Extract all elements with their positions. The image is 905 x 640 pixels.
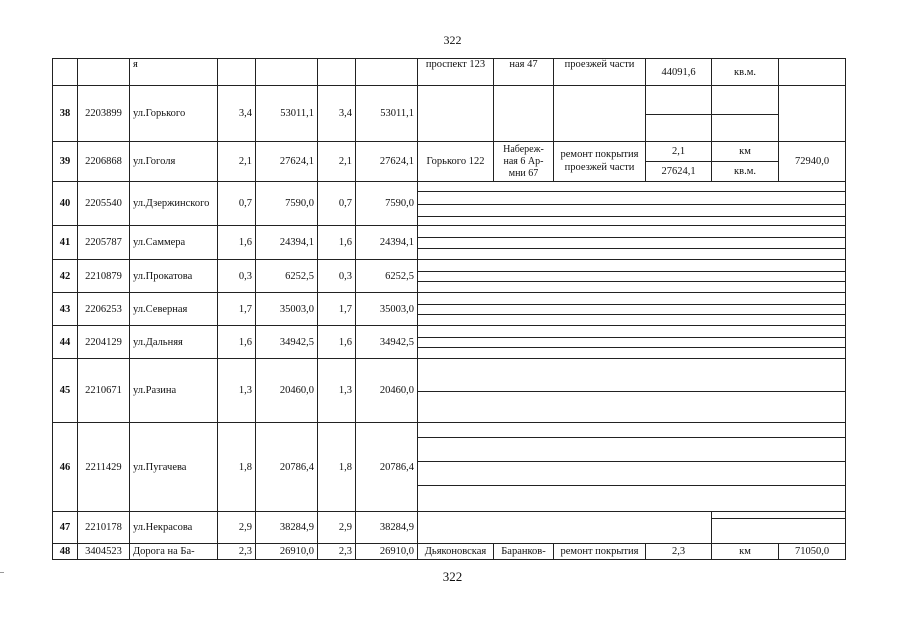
cell-area1: 20460,0 <box>256 359 318 423</box>
cell-total: 72940,0 <box>779 142 846 182</box>
cell-len2: 3,4 <box>318 86 356 142</box>
cell-work: ремонт покрытия <box>554 544 646 560</box>
cell-total <box>779 86 846 142</box>
cell-street: Дорога на Ба- <box>130 544 218 560</box>
cell-work <box>554 86 646 142</box>
scan-edge-mark <box>0 572 4 573</box>
cell-empty-block <box>418 423 846 512</box>
cell-street: ул.Горького <box>130 86 218 142</box>
cell-unit: км <box>712 544 779 560</box>
cell-len1: 2,1 <box>218 142 256 182</box>
cell-len2 <box>318 59 356 86</box>
table-row <box>53 182 846 226</box>
cell-street: ул.Пугачева <box>130 423 218 512</box>
cell-num: 48 <box>53 544 78 560</box>
table-row-continuation <box>53 59 846 86</box>
cell-len2: 2,3 <box>318 544 356 560</box>
table-row <box>53 260 846 293</box>
cell-work: проезжей части <box>554 59 646 86</box>
cell-from: Дьяконовская <box>418 544 494 560</box>
table-row <box>53 293 846 326</box>
cell-unit <box>712 86 779 142</box>
cell-area2: 24394,1 <box>356 226 418 260</box>
cell-len2: 2,9 <box>318 512 356 544</box>
cell-unit: кв.м. <box>712 59 779 86</box>
cell-street: ул.Гоголя <box>130 142 218 182</box>
cell-area2: 26910,0 <box>356 544 418 560</box>
cell-from: проспект 123 <box>418 59 494 86</box>
cell-num: 38 <box>53 86 78 142</box>
cell-code: 2206868 <box>78 142 130 182</box>
cell-code: 2205787 <box>78 226 130 260</box>
cell-code: 2210879 <box>78 260 130 293</box>
cell-area2: 20460,0 <box>356 359 418 423</box>
cell-area2: 20786,4 <box>356 423 418 512</box>
cell-to <box>494 86 554 142</box>
cell-len1: 1,6 <box>218 326 256 359</box>
cell-len1: 2,3 <box>218 544 256 560</box>
cell-area1 <box>256 59 318 86</box>
cell-len1: 1,7 <box>218 293 256 326</box>
cell-len2: 1,3 <box>318 359 356 423</box>
cell-area2: 53011,1 <box>356 86 418 142</box>
cell-len1: 2,9 <box>218 512 256 544</box>
cell-area2: 27624,1 <box>356 142 418 182</box>
table-row <box>53 359 846 423</box>
page-number-top: 322 <box>443 33 462 47</box>
cell-work: ремонт покрытия проезжей части <box>554 142 646 182</box>
cell-unit <box>712 142 779 182</box>
cell-area1: 7590,0 <box>256 182 318 226</box>
cell-area2: 7590,0 <box>356 182 418 226</box>
cell-code: 2211429 <box>78 423 130 512</box>
cell-num: 45 <box>53 359 78 423</box>
cell-code: 2206253 <box>78 293 130 326</box>
cell-len1 <box>218 59 256 86</box>
unit-km: км <box>712 142 778 162</box>
cell-empty-block <box>418 293 846 326</box>
cell-street: ул.Саммера <box>130 226 218 260</box>
cell-area1: 24394,1 <box>256 226 318 260</box>
cell-street: ул.Разина <box>130 359 218 423</box>
cell-code: 2205540 <box>78 182 130 226</box>
cell-code: 2210178 <box>78 512 130 544</box>
cell-empty-block <box>418 326 846 359</box>
cell-area1: 6252,5 <box>256 260 318 293</box>
table-row <box>53 544 846 560</box>
page-number-bottom: 322 <box>442 569 463 584</box>
volume-sqm: 27624,1 <box>661 166 696 177</box>
cell-len2: 0,3 <box>318 260 356 293</box>
cell-volume <box>646 86 712 142</box>
cell-area1: 34942,5 <box>256 326 318 359</box>
cell-len2: 1,6 <box>318 226 356 260</box>
cell-street: ул.Дзержинского <box>130 182 218 226</box>
cell-street: ул.Северная <box>130 293 218 326</box>
cell-len2: 1,8 <box>318 423 356 512</box>
cell-empty-block <box>418 260 846 293</box>
cell-area1: 53011,1 <box>256 86 318 142</box>
cell-area1: 38284,9 <box>256 512 318 544</box>
cell-empty-block <box>418 226 846 260</box>
cell-area2: 34942,5 <box>356 326 418 359</box>
cell-len2: 1,7 <box>318 293 356 326</box>
cell-num: 44 <box>53 326 78 359</box>
cell-len2: 0,7 <box>318 182 356 226</box>
cell-to: Набереж-ная 6 Ар-мни 67 <box>494 142 554 182</box>
cell-street: ул.Некрасова <box>130 512 218 544</box>
table-row <box>53 86 846 142</box>
cell-empty-block <box>418 182 846 226</box>
cell-empty-block <box>418 359 846 423</box>
cell-num: 41 <box>53 226 78 260</box>
cell-area1: 27624,1 <box>256 142 318 182</box>
table-row <box>53 423 846 512</box>
cell-code: 3404523 <box>78 544 130 560</box>
cell-area2: 35003,0 <box>356 293 418 326</box>
table-row <box>53 512 846 544</box>
cell-total: 71050,0 <box>779 544 846 560</box>
cell-area1: 20786,4 <box>256 423 318 512</box>
table-row <box>53 326 846 359</box>
cell-num: 42 <box>53 260 78 293</box>
cell-area2 <box>356 59 418 86</box>
cell-num: 47 <box>53 512 78 544</box>
cell-to: Баранков- <box>494 544 554 560</box>
cell-num: 43 <box>53 293 78 326</box>
cell-area2: 6252,5 <box>356 260 418 293</box>
cell-len1: 3,4 <box>218 86 256 142</box>
unit-sqm: кв.м. <box>734 166 756 177</box>
road-repair-table <box>52 58 846 560</box>
cell-from <box>418 86 494 142</box>
cell-len1: 1,6 <box>218 226 256 260</box>
cell-code: 2203899 <box>78 86 130 142</box>
cell-code: 2204129 <box>78 326 130 359</box>
cell-len1: 1,8 <box>218 423 256 512</box>
cell-total <box>779 59 846 86</box>
cell-num: 39 <box>53 142 78 182</box>
cell-from: Горького 122 <box>418 142 494 182</box>
table-row <box>53 142 846 182</box>
cell-area1: 35003,0 <box>256 293 318 326</box>
cell-num <box>53 59 78 86</box>
cell-area2: 38284,9 <box>356 512 418 544</box>
cell-code: 2210671 <box>78 359 130 423</box>
cell-volume: 2,3 <box>646 544 712 560</box>
cell-area1: 26910,0 <box>256 544 318 560</box>
table-row <box>53 226 846 260</box>
cell-volume: 44091,6 <box>646 59 712 86</box>
cell-len1: 0,3 <box>218 260 256 293</box>
cell-street: я <box>130 59 218 86</box>
cell-volume <box>646 142 712 182</box>
cell-street: ул.Прокатова <box>130 260 218 293</box>
cell-len2: 2,1 <box>318 142 356 182</box>
cell-num: 40 <box>53 182 78 226</box>
cell-code <box>78 59 130 86</box>
cell-num: 46 <box>53 423 78 512</box>
cell-street: ул.Дальняя <box>130 326 218 359</box>
cell-empty-sub <box>712 512 846 544</box>
cell-len1: 1,3 <box>218 359 256 423</box>
cell-len2: 1,6 <box>318 326 356 359</box>
cell-len1: 0,7 <box>218 182 256 226</box>
cell-to: ная 47 <box>494 59 554 86</box>
cell-empty-block <box>418 512 712 544</box>
volume-km: 2,1 <box>646 142 711 162</box>
